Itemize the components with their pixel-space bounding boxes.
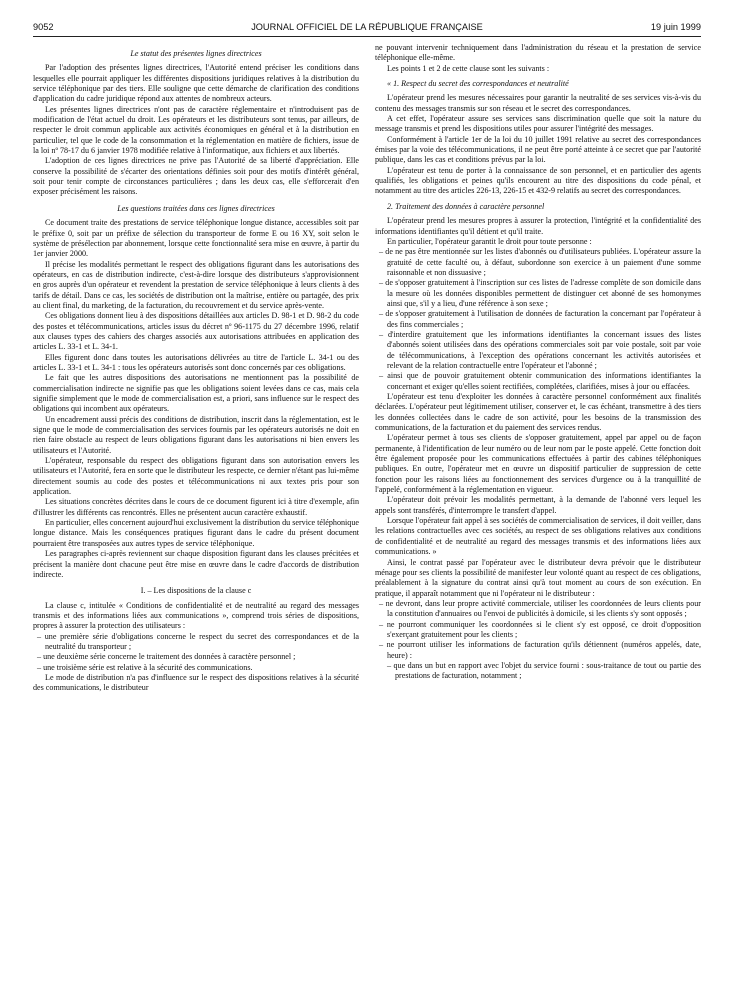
paragraph: L'opérateur doit prévoir les modalités permettant, à la demande de l'abonné vers lequel les appels sont transférés, d'interrompre le transfert d'appel. — [375, 495, 701, 515]
paragraph: Lorsque l'opérateur fait appel à ses sociétés de commercialisation de services, il doit veiller, dans les relations contractuelles avec ces sociétés, au respect de ses obligations relatives aux conditions de confidentialité et de neutralité au regard des messages transmis et des informations liées aux communications. » — [375, 516, 701, 557]
page-number: 9052 — [33, 22, 54, 32]
list-item: – d'interdire gratuitement que les informations identifiantes la concernant issues des listes d'abonnés soient utilisées dans des opérations commerciales soit par voie postale, soit par voie de télécommunications, à l'exception des opérations concernant les activités autorisées et relevant de la relation contractuelle entre l'opérateur et l'abonné ; — [379, 329, 701, 370]
paragraph: En particulier, l'opérateur garantit le droit pour toute personne : — [387, 236, 592, 246]
list-item: – ainsi que de pouvoir gratuitement obtenir communication des informations identifiantes la concernant et exiger qu'elles soient rectifiées, complétées, clarifiées, mises à jour ou effacées. — [379, 371, 701, 391]
list-item: – une première série d'obligations concerne le respect du secret des correspondances et de la neutralité du transporteur ; — [37, 631, 359, 651]
list-item: – ne pourront utiliser les informations de facturation qu'ils détiennent (numéros appelés, date, heure) : — [379, 640, 701, 660]
paragraph: L'opérateur permet à tous ses clients de s'opposer gratuitement, appel par appel ou de façon permanente, à l'identification de leur numéro ou de leur nom par le poste appelé. Cette fonction doit être également proposée pour les communications effectuées à partir des cabines téléphoniques publiques. En outre, l'opérateur met en œuvre un dispositif particulier de suppression de cette fonction pour les raisons liées au fonctionnement des services d'urgence ou à la tranquillité de l'appelé, conformément à la réglementation en vigueur. — [375, 433, 701, 495]
list-item: – une troisième série est relative à la sécurité des communications. — [37, 662, 253, 672]
subsection-heading: 2. Traitement des données à caractère personnel — [387, 201, 545, 211]
section-heading: Le statut des présentes lignes directrices — [130, 49, 262, 58]
paragraph: Ces obligations donnent lieu à des dispositions détaillées aux articles D. 98-1 et D. 98-2 du code des postes et télécommunications, articles issus du décret nº 96-1175 du 27 décembre 1996, relatif aux clauses types des cahiers des charges associés aux autorisations attribuées en application des articles L. 33-1 et L. 34-1. — [33, 311, 359, 352]
list-item: – de ne pas être mentionnée sur les listes d'abonnés ou d'utilisateurs publiées. L'opérateur assure la gratuité de cette faculté ou, à défaut, subordonne son exercice à un paiement d'une somme raisonnable et non dissuasive ; — [379, 247, 701, 277]
journal-title: JOURNAL OFFICIEL DE LA RÉPUBLIQUE FRANÇAISE — [251, 22, 483, 32]
section-heading: Les questions traitées dans ces lignes directrices — [117, 203, 275, 213]
paragraph: En particulier, elles concernent aujourd'hui exclusivement la distribution du service téléphonique longue distance. Mais les conséquences pratiques figurant dans le cadre du présent document pourraient être transposées aux autres types de service téléphonique. — [33, 518, 359, 548]
paragraph: Ce document traite des prestations de service téléphonique longue distance, accessibles soit par le préfixe 0, soit par un préfixe de sélection du transporteur de forme E ou 16 XY, soit selon le système de présélection par abonnement, lorsque cette fonctionnalité sera mise en œuvre, à partir du 1er janvier 2000. — [33, 218, 359, 259]
paragraph: L'opérateur est tenu de porter à la connaissance de son personnel, et en particulier des agents qualifiés, les obligations et peines qu'ils encourent au titre des dispositions du code pénal, et notamment au titre des articles 226-13, 226-15 et 432-9 relatifs au secret des correspondances. — [375, 165, 701, 196]
list-item: – ne pourront communiquer les coordonnées si le client s'y est opposé, ce droit d'opposition s'exerçant gratuitement pour les clients ; — [379, 619, 701, 639]
paragraph: L'opérateur prend les mesures nécessaires pour garantir la neutralité de ses services vis-à-vis du contenu des messages transmis sur son réseau et le secret des correspondances. — [375, 93, 701, 113]
list-item: – une deuxième série concerne le traitement des données à caractère personnel ; — [37, 652, 296, 662]
paragraph: Un encadrement aussi précis des conditions de distribution, inscrit dans la réglementation, est le signe que le mode de commercialisation des services fournis par les opérateurs autorisés ne doit en rien faire obstacle au respect de leurs obligations figurant dans les autorisations ni bien envers les utilisateurs et l'Autorité. — [33, 414, 359, 455]
paragraph: Par l'adoption des présentes lignes directrices, l'Autorité entend préciser les conditions dans lesquelles elle pourrait appliquer les différentes dispositions juridiques relatives à la distribution du service téléphonique par des tiers. Elle souligne que cette démarche de clarification des conditions d'application du cadre juridique répond aux attentes de nombreux acteurs. — [33, 63, 359, 104]
paragraph: Les situations concrètes décrites dans le cours de ce document figurent ici à titre d'exemple, afin d'illustrer les différents cas rencontrés. Elles ne présentent aucun caractère exhaustif. — [33, 497, 359, 517]
issue-date: 19 juin 1999 — [650, 22, 701, 32]
list-item: – de s'opposer gratuitement à l'utilisation de données de facturation la concernant par l'opérateur à des fins commerciales ; — [379, 309, 701, 329]
paragraph: Le mode de distribution n'a pas d'influence sur le respect des dispositions relatives à la sécurité des communications, le distributeur — [33, 672, 359, 693]
list-item: – que dans un but en rapport avec l'objet du service fourni : sous-traitance de tout ou partie des prestations de facturation, notamment ; — [387, 660, 701, 681]
paragraph: L'opérateur prend les mesures propres à assurer la protection, l'intégrité et la confidentialité des informations identifiantes qu'il détient et qu'il traite. — [375, 216, 701, 236]
paragraph: Les paragraphes ci-après reviennent sur chaque disposition figurant dans les clauses précitées et précisent la manière dont chacune peut être mise en œuvre dans le cadre d'accords de distribution indirecte. — [33, 549, 359, 579]
paragraph: La clause c, intitulée « Conditions de confidentialité et de neutralité au regard des messages transmis et des informations liées aux communications », comprend trois séries de dispositions, propres à assurer la protection des utilisateurs : — [33, 600, 359, 631]
right-column — [375, 43, 701, 694]
list-item: – de s'opposer gratuitement à l'inscription sur ces listes de l'adresse complète de son domicile dans la mesure où les données disponibles permettent de distinguer cet abonné de ses homonymes ainsi que, s'il y a lieu, d'une référence à son sexe ; — [379, 278, 701, 308]
paragraph: Les présentes lignes directrices n'ont pas de caractère réglementaire et n'introduisent pas de modification de l'état actuel du droit. Les opérateurs et les distributeurs sont tenus, par ailleurs, de respecter le droit commun applicable aux activités économiques en général et à la distribution en particulier, tel que le code de la consommation et la réglementation en matière de fichiers, issue de la loi nº 78-17 du 6 janvier 1978 modifiée relative à l'informatique, aux fichiers et aux libertés. — [33, 104, 359, 156]
paragraph: L'adoption de ces lignes directrices ne prive pas l'Autorité de sa liberté d'appréciation. Elle conserve la possibilité de s'écarter des orientations définies soit pour des motifs d'intérêt général, soit pour tenir compte de circonstances particulières ; dans les deux cas, elle s'efforcerait d'en exposer précisément les raisons. — [33, 156, 359, 197]
paragraph: Le fait que les autres dispositions des autorisations ne mentionnent pas la possibilité de commercialisation indirecte ne signifie pas que les obligations soient levées dans ce cas, mais cela signifie simplement que le mode de commercialisation est, a priori, sans influence sur le respect des obligations qui incombent aux opérateurs. — [33, 373, 359, 414]
page-header — [33, 22, 701, 37]
paragraph: A cet effet, l'opérateur assure ses services sans discrimination quelle que soit la nature du message transmis et prend les dispositions utiles pour assurer l'intégrité des messages. — [375, 114, 701, 134]
paragraph: Il précise les modalités permettant le respect des obligations figurant dans les autorisations des opérateurs, en cas de distribution indirecte, c'est-à-dire lorsque des distributeurs s'approvisionnent en gros auprès d'un opérateur et revendent la prestation de service téléphonique à leurs clients à des tarifs de détail. Dans ce cas, les sociétés de distribution ont la maîtrise, entière ou partagée, des prix au client final, du marketing, de la facturation, du recouvrement et du service après-vente. — [33, 259, 359, 310]
paragraph: L'opérateur, responsable du respect des obligations figurant dans son autorisation envers les utilisateurs et l'Autorité, fera en sorte que le distributeur les respecte, ce dernier n'étant pas lui-même directement soumis au code des postes et télécommunications ni aux textes pris pour son application. — [33, 456, 359, 497]
paragraph: Conformément à l'article 1er de la loi du 10 juillet 1991 relative au secret des correspondances émises par la voie des télécommunications, il ne peut être porté atteinte à ce secret que par l'autorité publique, dans les cas et conditions prévus par la loi. — [375, 134, 701, 165]
paragraph: ne pouvant intervenir techniquement dans l'administration du réseau et la prestation de service téléphonique elle-même. — [375, 43, 701, 63]
subsection-heading: « 1. Respect du secret des correspondances et neutralité — [387, 79, 569, 89]
paragraph: Les points 1 et 2 de cette clause sont les suivants : — [387, 63, 550, 73]
part-heading: I. – Les dispositions de la clause c — [140, 586, 252, 596]
list-item: – ne devront, dans leur propre activité commerciale, utiliser les coordonnées de leurs clients pour la constitution d'annuaires ou l'envoi de publicités à domicile, si les clients s'y sont opposés ; — [379, 598, 701, 619]
left-column — [33, 43, 359, 694]
paragraph: Ainsi, le contrat passé par l'opérateur avec le distributeur devra prévoir que le distributeur ménage pour ses clients la possibilité de manifester leur volonté quant au respect de ces obligations, préalablement à la signature du contrat ainsi qu'à tout moment au cours de son exécution. En pratique, il apparaît notamment que ni l'opérateur ni le distributeur : — [375, 557, 701, 598]
paragraph: L'opérateur est tenu d'exploiter les données à caractère personnel conformément aux finalités déclarées. L'opérateur peut légitimement utiliser, conserver et, le cas échéant, transmettre à des tiers les données collectées dans le cadre de son activité, pour les besoins de la transmission des communications, de la facturation et du paiement des services rendus. — [375, 392, 701, 433]
paragraph: Elles figurent donc dans toutes les autorisations délivrées au titre de l'article L. 34-1 ou des articles L. 33-1 et L. 34-1 : tous les opérateurs autorisés sont donc concernés par ces obligations. — [33, 352, 359, 372]
